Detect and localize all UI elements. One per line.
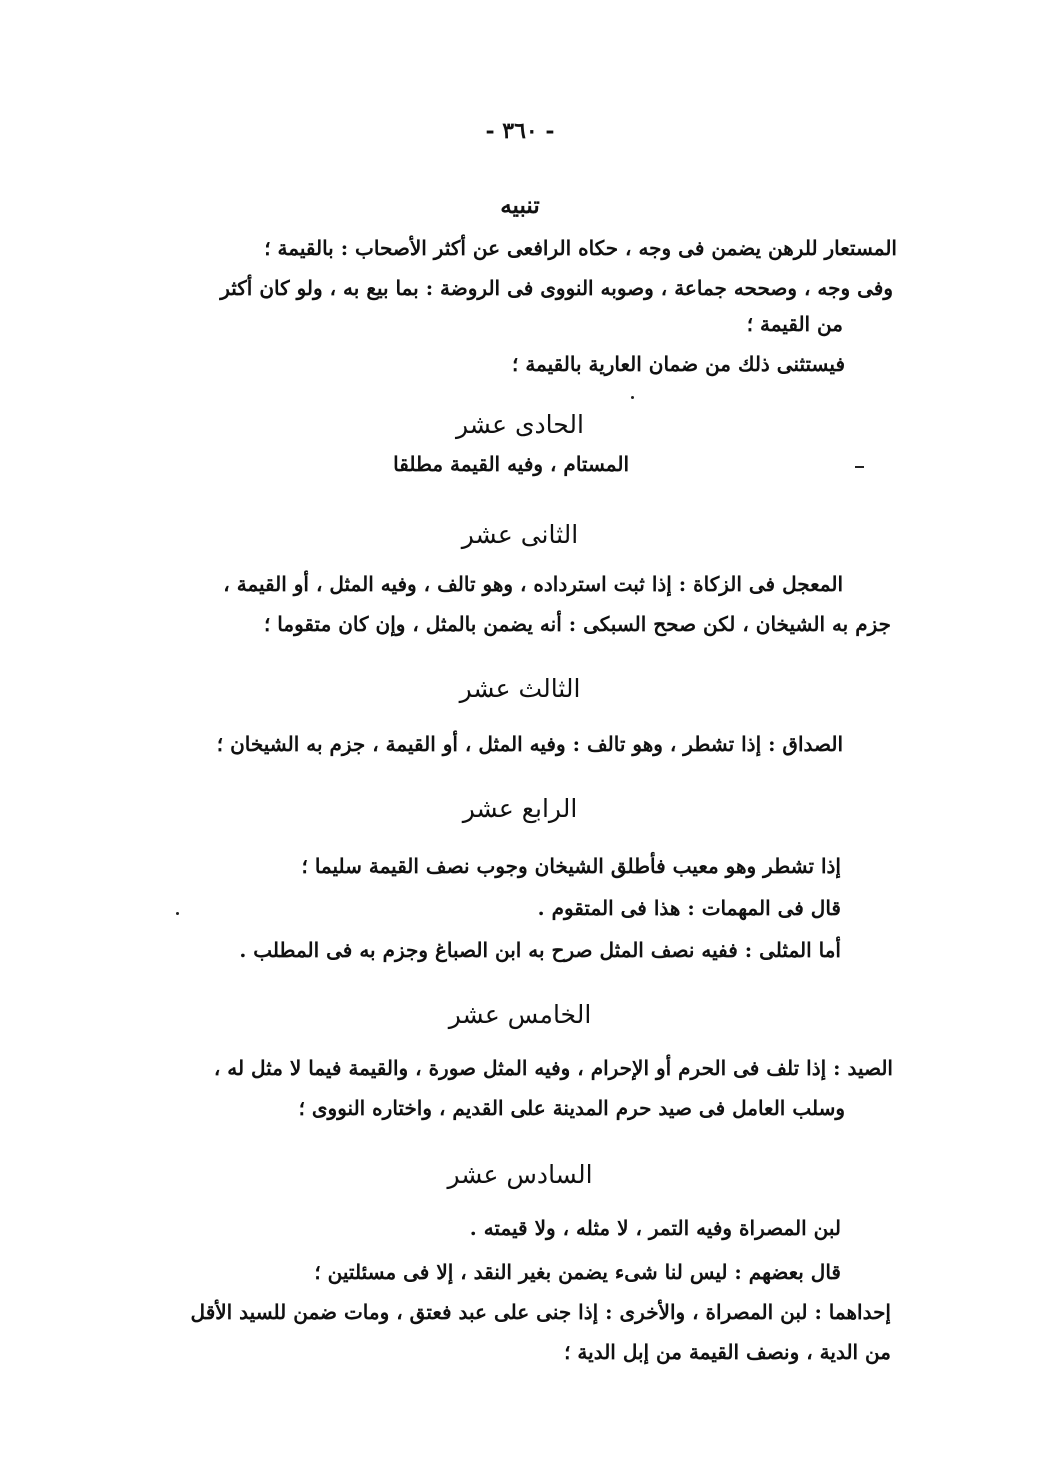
text-line: فيستثنى ذلك من ضمان العارية بالقيمة ؛ bbox=[512, 352, 845, 376]
section-heading-tanbih: تنبيه bbox=[500, 192, 540, 219]
text-line: من الدية ، ونصف القيمة من إبل الدية ؛ bbox=[564, 1340, 891, 1364]
section-heading-15: الخامس عشر bbox=[448, 1000, 592, 1029]
text-line: قال فى المهمات : هذا فى المتقوم . bbox=[537, 896, 841, 920]
text-line: المعجل فى الزكاة : إذا ثبت استرداده ، وهو تالف ، وفيه المثل ، أو القيمة ، bbox=[223, 572, 843, 596]
section-heading-11: الحادى عشر bbox=[456, 410, 584, 439]
section-heading-12: الثانى عشر bbox=[461, 520, 579, 549]
text-line: وفى وجه ، وصححه جماعة ، وصوبه النووى فى الروضة : بما بيع به ، ولو كان أكثر bbox=[220, 276, 893, 300]
scan-speck bbox=[631, 396, 634, 399]
text-line: جزم به الشيخان ، لكن صحح السبكى : أنه يضمن بالمثل ، وإن كان متقوما ؛ bbox=[263, 612, 891, 636]
text-line: قال بعضهم : ليس لنا شىء يضمن بغير النقد ، إلا فى مسئلتين ؛ bbox=[314, 1260, 841, 1284]
section-heading-16: السادس عشر bbox=[447, 1160, 593, 1189]
text-line: الصداق : إذا تشطر ، وهو تالف : وفيه المثل ، أو القيمة ، جزم به الشيخان ؛ bbox=[216, 732, 843, 756]
section-heading-13: الثالث عشر bbox=[459, 674, 581, 703]
section-heading-14: الرابع عشر bbox=[462, 794, 578, 823]
scan-speck bbox=[855, 466, 864, 468]
text-line: من القيمة ؛ bbox=[746, 312, 843, 336]
text-line: المستام ، وفيه القيمة مطلقا bbox=[393, 452, 629, 476]
text-line: إذا تشطر وهو معيب فأطلق الشيخان وجوب نصف القيمة سليما ؛ bbox=[301, 854, 841, 878]
text-line: وسلب العامل فى صيد حرم المدينة على القديم ، واختاره النووى ؛ bbox=[298, 1096, 845, 1120]
text-line: لبن المصراة وفيه التمر ، لا مثله ، ولا قيمته . bbox=[469, 1216, 841, 1240]
text-line: الصيد : إذا تلف فى الحرم أو الإحرام ، وفيه المثل صورة ، والقيمة فيما لا مثل له ، bbox=[213, 1056, 893, 1080]
page-number: - ٣٦٠ - bbox=[485, 118, 555, 144]
text-line: إحداهما : لبن المصراة ، والأخرى : إذا جنى على عبد فعتق ، ومات ضمن للسيد الأقل bbox=[190, 1300, 891, 1324]
text-line: أما المثلى : ففيه نصف المثل صرح به ابن الصباغ وجزم به فى المطلب . bbox=[239, 938, 841, 962]
text-line: المستعار للرهن يضمن فى وجه ، حكاه الرافعى عن أكثر الأصحاب : بالقيمة ؛ bbox=[264, 236, 897, 260]
scan-speck bbox=[176, 912, 179, 915]
